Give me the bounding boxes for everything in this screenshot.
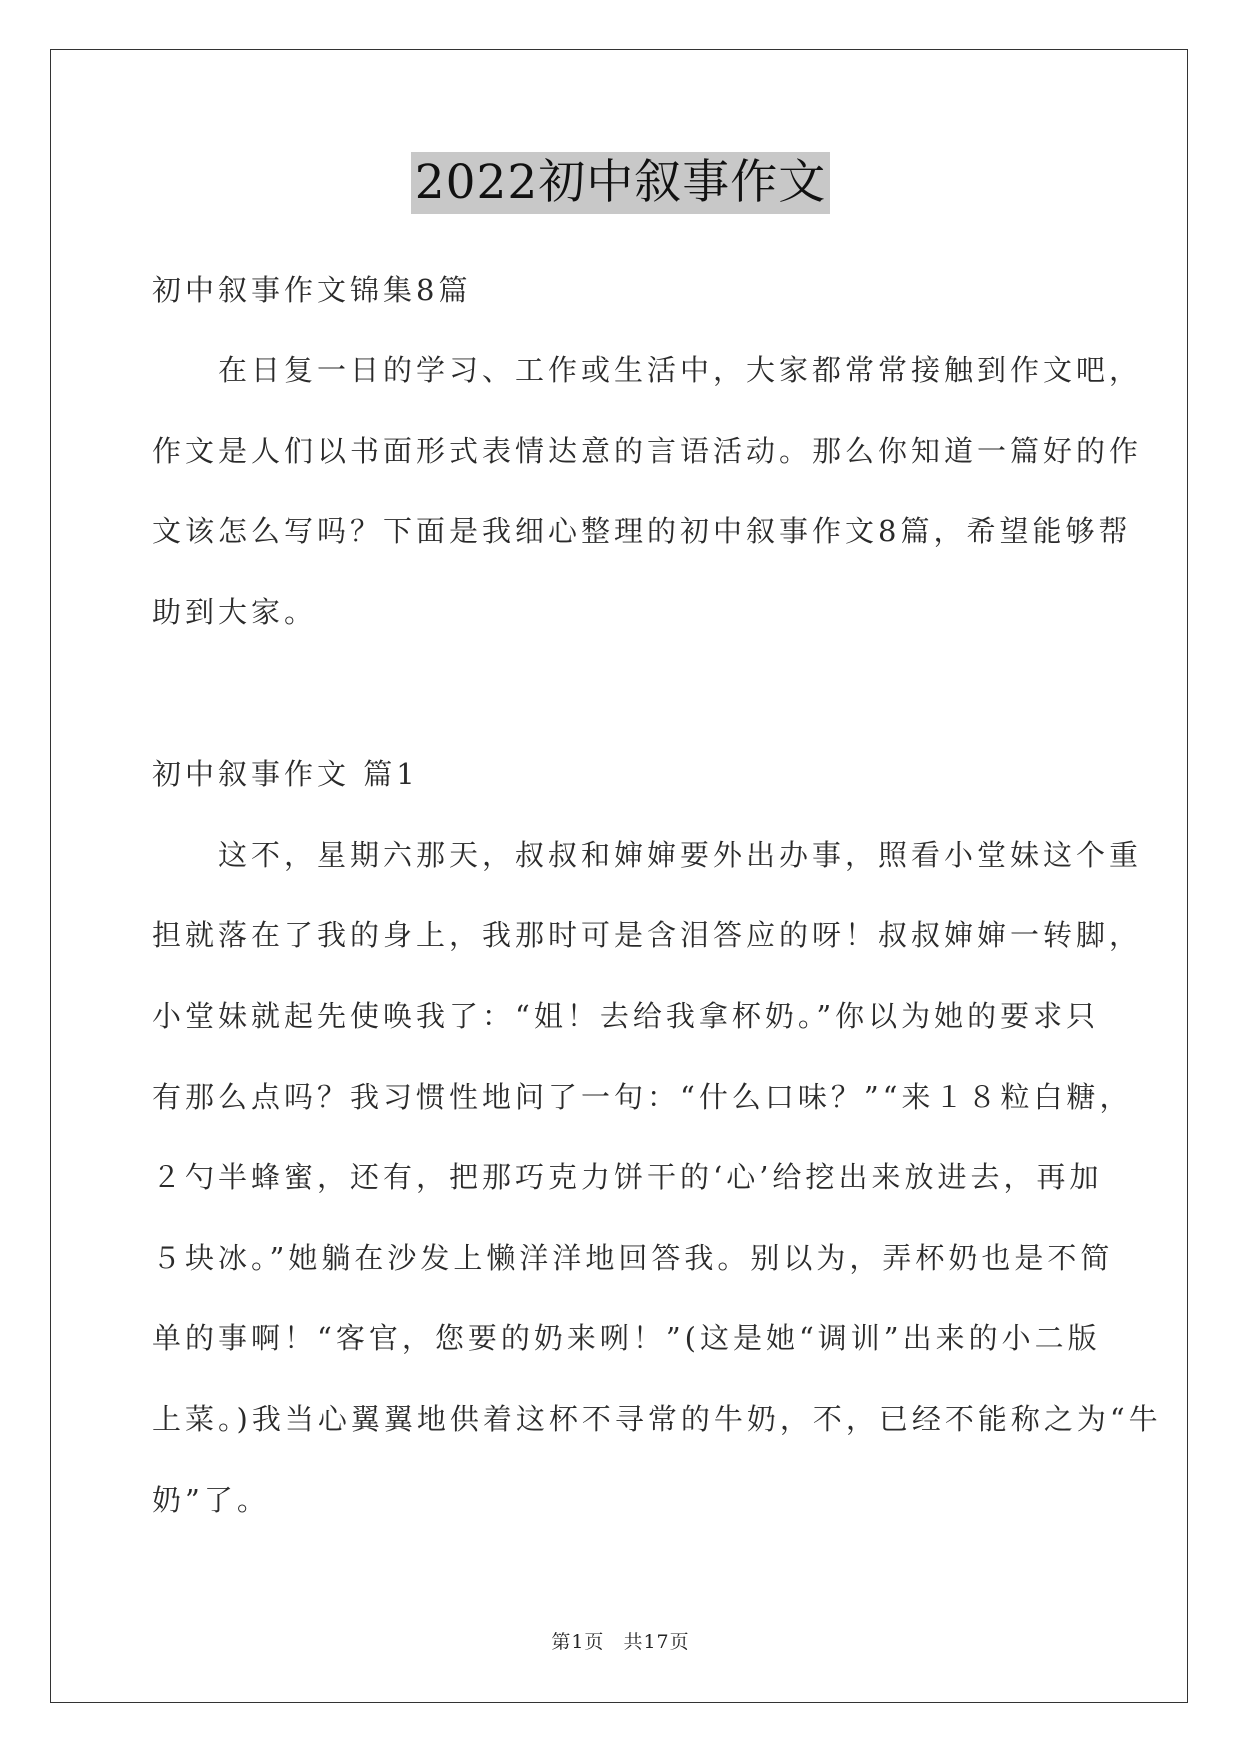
- body-line: ５块冰。”她躺在沙发上懒洋洋地回答我。别以为，弄杯奶也是不简: [152, 1241, 1114, 1275]
- body-line: 奶”了。: [152, 1483, 270, 1517]
- document-title: 2022初中叙事作文: [411, 152, 831, 214]
- intro-line: 作文是人们以书面形式表情达意的言语活动。那么你知道一篇好的作: [152, 434, 1143, 468]
- body-line: 担就落在了我的身上，我那时可是含泪答应的呀！叔叔婶婶一转脚，: [152, 918, 1143, 952]
- page-footer: [0, 1627, 1241, 1654]
- body-line: 上菜。)我当心翼翼地供着这杯不寻常的牛奶，不，已经不能称之为“牛: [152, 1402, 1162, 1436]
- section-heading: 初中叙事作文 篇1: [152, 757, 419, 791]
- page-total: 共17页: [623, 1631, 690, 1653]
- body-line: ２勺半蜂蜜，还有，把那巧克力饼干的‘心’给挖出来放进去，再加: [152, 1160, 1103, 1194]
- body-line: 小堂妹就起先使唤我了：“姐！去给我拿杯奶。”你以为她的要求只: [152, 999, 1100, 1033]
- body-line: 这不，星期六那天，叔叔和婶婶要外出办事，照看小堂妹这个重: [152, 838, 1143, 872]
- body-line: 单的事啊！“客官，您要的奶来咧！”(这是她“调训”出来的小二版: [152, 1321, 1101, 1355]
- intro-line: 在日复一日的学习、工作或生活中，大家都常常接触到作文吧，: [152, 353, 1143, 387]
- body-line: 有那么点吗？我习惯性地问了一句：“什么口味？”“来１８粒白糖，: [152, 1080, 1133, 1114]
- intro-line: 助到大家。: [152, 595, 318, 629]
- page-number: 第1页: [551, 1631, 605, 1653]
- title-container: [0, 152, 1241, 214]
- intro-line: 文该怎么写吗？下面是我细心整理的初中叙事作文8篇，希望能够帮: [152, 514, 1132, 548]
- document-subtitle: 初中叙事作文锦集8篇: [152, 273, 472, 307]
